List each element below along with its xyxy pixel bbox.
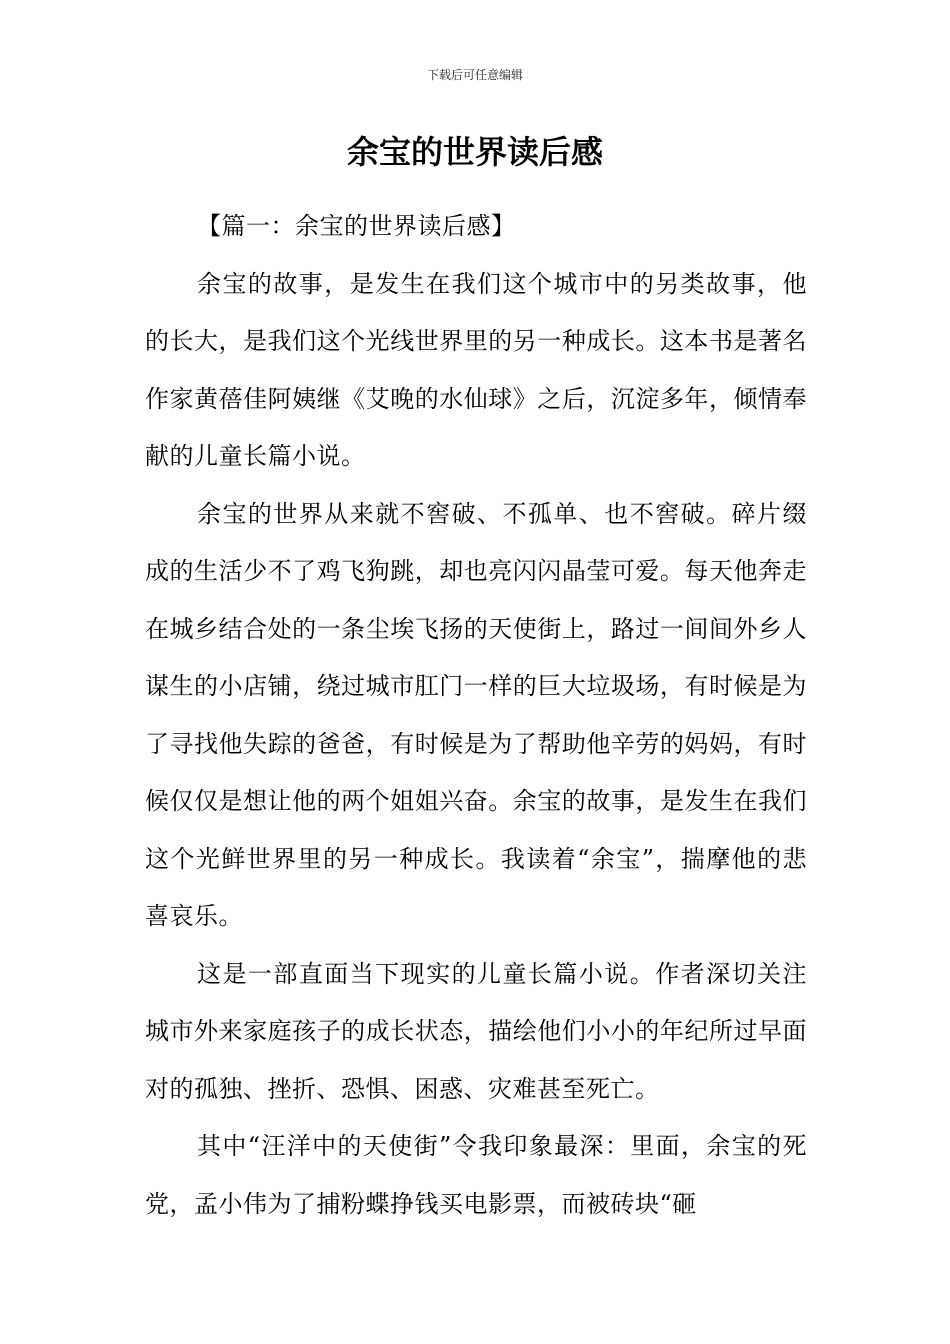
paragraph: 这是一部直面当下现实的儿童长篇小说。作者深切关注城市外来家庭孩子的成长状态，描绘他们小小的年纪所过早面对的孤独、挫折、恐惧、困惑、灾难甚至死亡。 [145,959,807,1103]
document-title: 余宝的世界读后感 [346,133,603,171]
document-body [145,198,807,1233]
section-heading: 【篇一：余宝的世界读后感】 [197,212,516,240]
paragraph: 其中“汪洋中的天使街”令我印象最深：里面，余宝的死党，孟小伟为了捕粉蝶挣钱买电影票，而被砖块“砸 [145,1132,807,1218]
header-note: 下载后可任意编辑 [426,68,523,82]
paragraph: 余宝的故事，是发生在我们这个城市中的另类故事，他的长大，是我们这个光线世界里的另一种成长。这本书是著名作家黄蓓佳阿姨继《艾晚的水仙球》之后，沉淀多年，倾情奉献的儿童长篇小说。 [145,269,807,470]
paragraph: 余宝的世界从来就不窖破、不孤单、也不窖破。碎片缀成的生活少不了鸡飞狗跳，却也亮闪闪晶莹可爱。每天他奔走在城乡结合处的一条尘埃飞扬的天使街上，路过一间间外乡人谋生的小店铺，绕过城市肛门一样的巨大垃圾场，有时候是为了寻找他失踪的爸爸，有时候是为了帮助他辛劳的妈妈，有时候仅仅是想让他的两个姐姐兴奋。余宝的故事，是发生在我们这个光鲜世界里的另一种成长。我读着“余宝”，揣摩他的悲喜哀乐。 [145,499,807,930]
